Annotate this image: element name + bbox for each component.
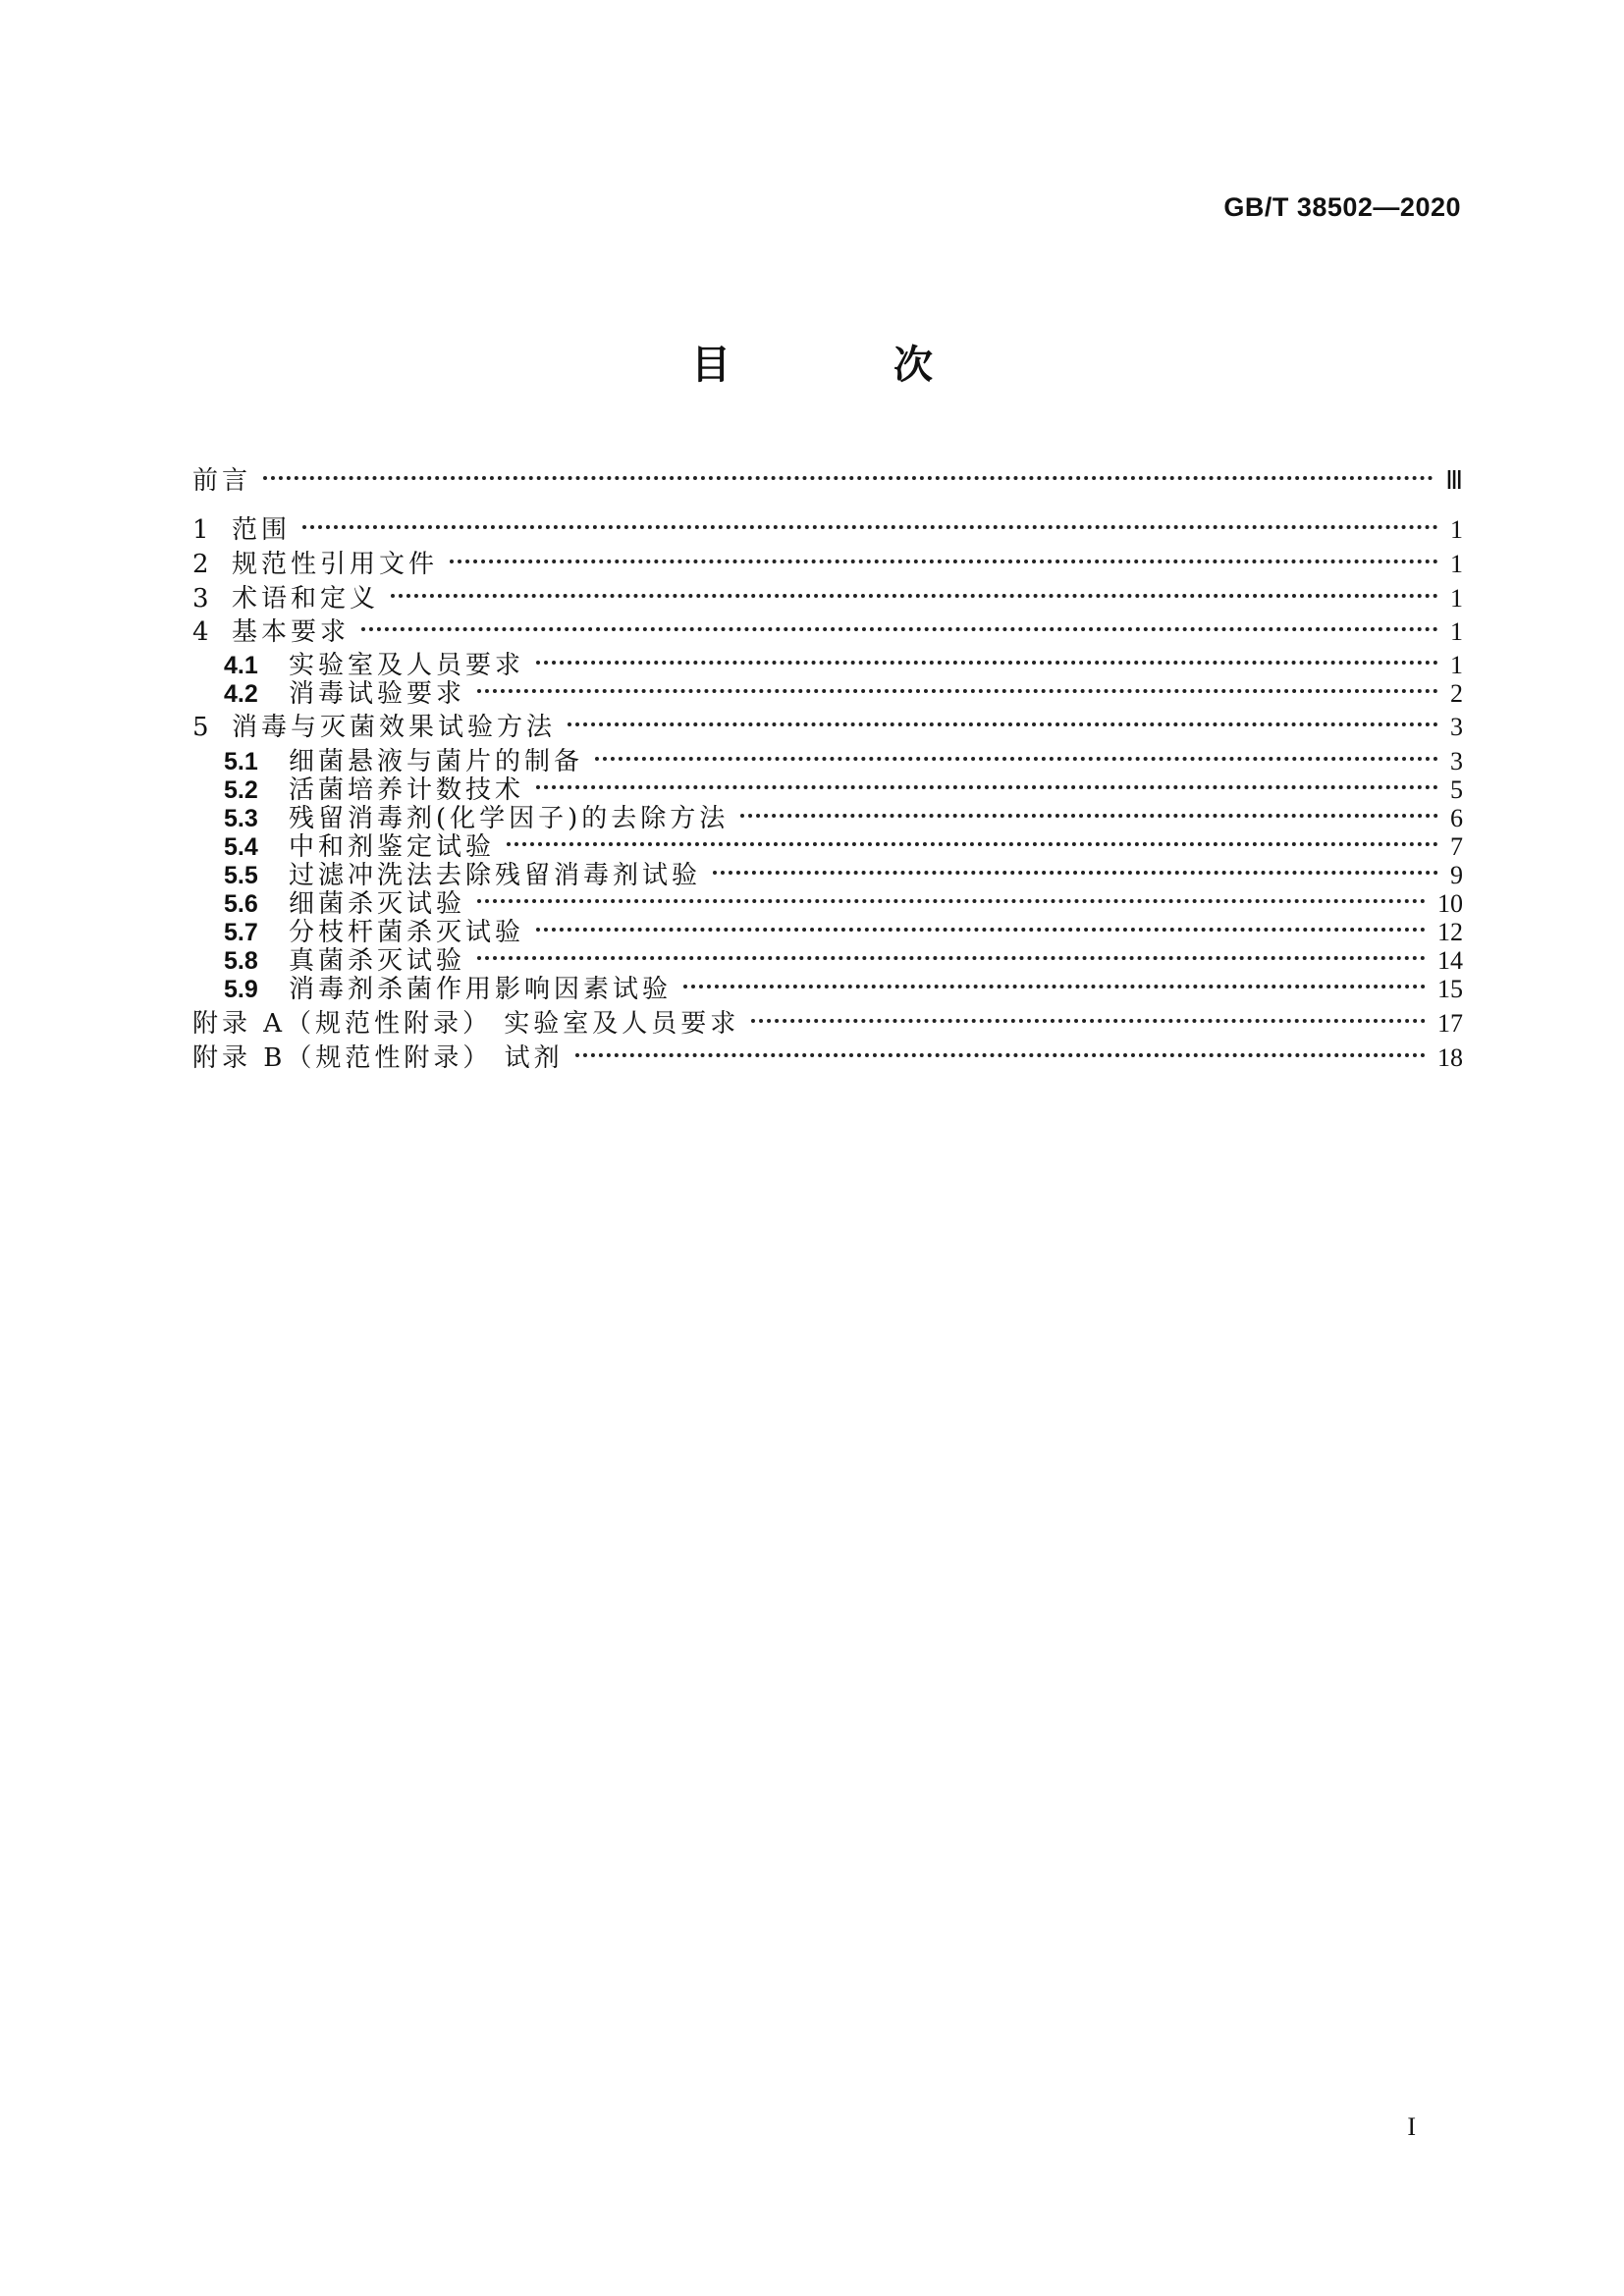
toc-entry-number: 4 bbox=[192, 617, 209, 647]
toc-leader-dots bbox=[536, 661, 1438, 665]
toc-entry[interactable] bbox=[192, 581, 1463, 616]
toc-entry-number: 2 bbox=[192, 550, 209, 579]
toc-entry-number: 5.1 bbox=[224, 748, 258, 775]
toc-leader-dots bbox=[477, 899, 1426, 903]
toc-entry-page: 18 bbox=[1437, 1043, 1463, 1072]
toc-entry-title: 附录 B（规范性附录） 试剂 bbox=[192, 1043, 564, 1073]
toc-entry-number: 5.5 bbox=[224, 862, 258, 889]
toc-entry[interactable] bbox=[192, 614, 1463, 650]
toc-leader-dots bbox=[683, 985, 1426, 988]
toc-leader-dots bbox=[595, 757, 1438, 761]
toc-leader-dots bbox=[477, 956, 1426, 960]
toc-entry[interactable] bbox=[224, 972, 1463, 1007]
toc-leader-dots bbox=[575, 1053, 1426, 1057]
toc-entry[interactable] bbox=[224, 676, 1463, 712]
toc-entry-number: 1 bbox=[192, 515, 209, 545]
toc-entry-page: 3 bbox=[1450, 747, 1463, 775]
toc-entry-title: 活菌培养计数技术 bbox=[289, 775, 525, 805]
toc-leader-dots bbox=[536, 928, 1426, 932]
toc-entry-number: 5.4 bbox=[224, 833, 258, 861]
toc-entry-title: 附录 A（规范性附录） 实验室及人员要求 bbox=[192, 1009, 740, 1039]
toc-entry-page: 1 bbox=[1450, 550, 1463, 578]
toc-leader-dots bbox=[361, 627, 1438, 631]
toc-leader-dots bbox=[536, 785, 1438, 789]
toc-entry-page: 17 bbox=[1437, 1009, 1463, 1038]
toc-entry[interactable] bbox=[192, 1006, 1463, 1041]
toc-entry-number: 5.7 bbox=[224, 919, 258, 946]
toc-entry-number: 5.3 bbox=[224, 805, 258, 832]
toc-leader-dots bbox=[391, 594, 1438, 598]
toc-leader-dots bbox=[751, 1019, 1426, 1023]
toc-entry-title: 规范性引用文件 bbox=[232, 550, 439, 579]
toc-entry-number: 5.8 bbox=[224, 947, 258, 975]
toc-entry-page: 3 bbox=[1450, 713, 1463, 741]
toc-entry-page: 12 bbox=[1437, 918, 1463, 946]
toc-leader-dots bbox=[740, 814, 1438, 818]
toc-leader-dots bbox=[477, 689, 1438, 693]
toc-entry[interactable] bbox=[192, 1041, 1463, 1076]
toc-entry-page: 15 bbox=[1437, 975, 1463, 1003]
toc-entry-page: Ⅲ bbox=[1445, 466, 1463, 495]
toc-entry-page: 1 bbox=[1450, 584, 1463, 613]
toc-entry-title: 中和剂鉴定试验 bbox=[289, 832, 496, 862]
toc-entry[interactable] bbox=[192, 710, 1463, 745]
toc-entry-page: 1 bbox=[1450, 651, 1463, 679]
toc-entry-title: 消毒试验要求 bbox=[289, 679, 466, 709]
toc-entry-page: 1 bbox=[1450, 617, 1463, 646]
toc-entry-page: 1 bbox=[1450, 515, 1463, 544]
toc-entry-title: 细菌悬液与菌片的制备 bbox=[289, 747, 584, 776]
toc-entry-number: 5.6 bbox=[224, 890, 258, 918]
toc-entry-number: 4.2 bbox=[224, 680, 258, 708]
toc-entry-title: 前言 bbox=[192, 466, 252, 496]
toc-entry-title: 范围 bbox=[232, 515, 292, 545]
toc-entry[interactable] bbox=[192, 512, 1463, 548]
toc-title: 目 次 bbox=[691, 342, 1007, 388]
toc-leader-dots bbox=[568, 722, 1438, 726]
toc-entry-number: 5.9 bbox=[224, 976, 258, 1003]
toc-entry-page: 2 bbox=[1450, 679, 1463, 708]
toc-entry-number: 5.2 bbox=[224, 776, 258, 804]
toc-entry-page: 9 bbox=[1450, 861, 1463, 889]
toc-entry-title: 基本要求 bbox=[232, 617, 351, 647]
toc-entry-number: 3 bbox=[192, 584, 209, 614]
toc-entry-title: 消毒与灭菌效果试验方法 bbox=[232, 713, 557, 742]
standard-number: GB/T 38502—2020 bbox=[1223, 192, 1461, 222]
toc-entry-title: 消毒剂杀菌作用影响因素试验 bbox=[289, 975, 673, 1004]
toc-entry[interactable] bbox=[192, 547, 1463, 582]
toc-entry-title: 过滤冲洗法去除残留消毒剂试验 bbox=[289, 861, 702, 890]
page-folio: I bbox=[1407, 2112, 1416, 2141]
toc-entry-page: 7 bbox=[1450, 832, 1463, 861]
toc-entry-page: 14 bbox=[1437, 946, 1463, 975]
toc-entry[interactable] bbox=[192, 463, 1463, 499]
toc-entry-page: 5 bbox=[1450, 775, 1463, 804]
toc-entry-title: 细菌杀灭试验 bbox=[289, 889, 466, 919]
toc-entry-number: 4.1 bbox=[224, 652, 258, 679]
toc-entry-page: 6 bbox=[1450, 804, 1463, 832]
toc-leader-dots bbox=[263, 476, 1434, 480]
toc-entry-title: 真菌杀灭试验 bbox=[289, 946, 466, 976]
toc-entry-title: 分枝杆菌杀灭试验 bbox=[289, 918, 525, 947]
toc-leader-dots bbox=[302, 525, 1438, 529]
toc-entry-title: 残留消毒剂(化学因子)的去除方法 bbox=[289, 804, 730, 833]
toc-leader-dots bbox=[713, 871, 1438, 875]
toc-entry-title: 术语和定义 bbox=[232, 584, 380, 614]
toc-leader-dots bbox=[450, 560, 1438, 563]
toc-entry-number: 5 bbox=[192, 713, 209, 742]
toc-entry-page: 10 bbox=[1437, 889, 1463, 918]
toc-entry-title: 实验室及人员要求 bbox=[289, 651, 525, 680]
toc-leader-dots bbox=[507, 842, 1438, 846]
